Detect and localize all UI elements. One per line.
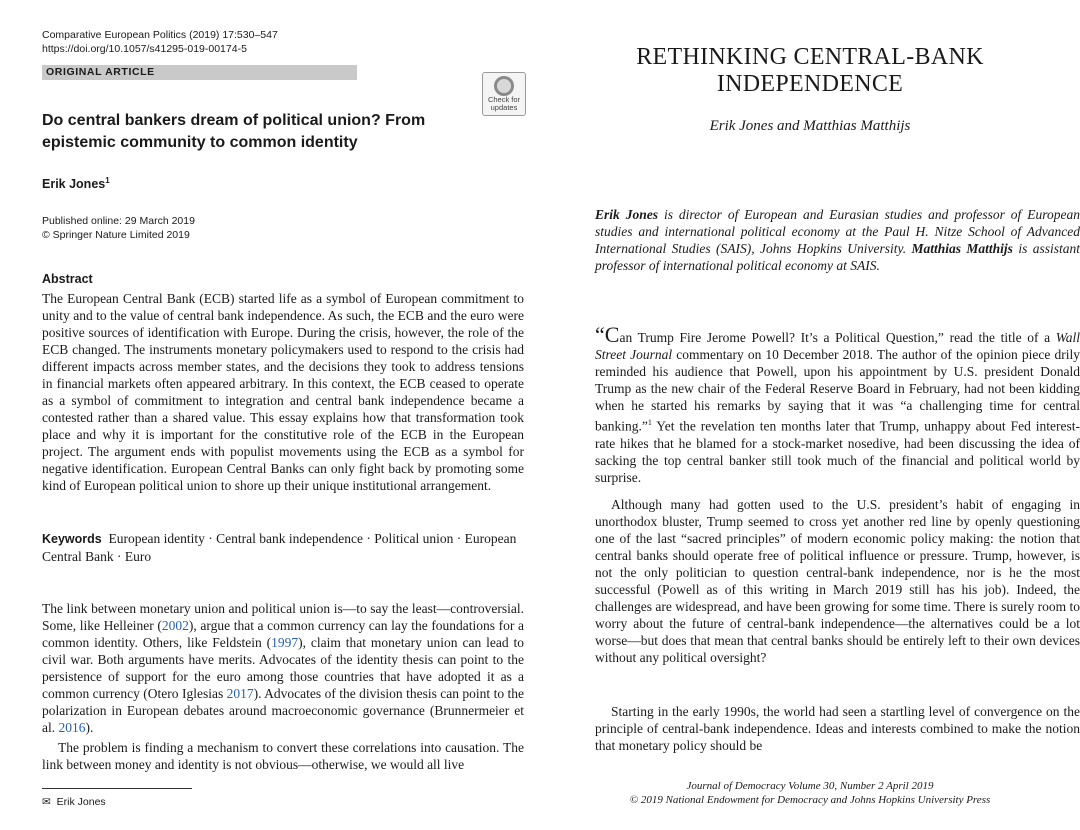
citation-link[interactable]: 2016	[58, 720, 86, 735]
footnote	[42, 796, 106, 808]
publication-name: Wall Street Journal	[595, 330, 1080, 362]
essay-title-line1: RETHINKING CENTRAL-BANK	[636, 44, 984, 70]
bio-name-1: Erik Jones	[595, 207, 658, 222]
essay-paragraph-3: Starting in the early 1990s, the world had seen a startling level of convergence on the principle of central-bank independence. Ideas and interests combined to make the notion that monetary policy should be	[595, 704, 1080, 753]
author-name	[42, 176, 110, 191]
article-type-band	[42, 65, 357, 80]
update-icon	[494, 76, 514, 96]
published-date: Published online: 29 March 2019	[42, 215, 195, 227]
corresponding-author: Erik Jones	[56, 796, 106, 808]
body-text: ).	[85, 720, 94, 735]
copyright-notice: © Springer Nature Limited 2019	[42, 229, 190, 241]
journal-citation: Comparative European Politics (2019) 17:530–547	[42, 29, 278, 41]
check-updates-line2: updates	[490, 103, 518, 112]
essay-text: an Trump Fire Jerome Powell? It’s a Political Question,” read the title of a	[619, 330, 1056, 345]
essay-text: Yet the revelation ten months later that Trump, unhappy about Fed interest-rate hikes that he blamed for a stock-market nosedive, had been discussing the idea of sacking the top central banker still took much of the financial and political world by surprise.	[595, 418, 1080, 485]
essay-title-line2: INDEPENDENCE	[716, 71, 904, 97]
keywords-label: Keywords	[42, 532, 102, 546]
body-text: ), claim that monetary union can lead to civil war. Both arguments have merits. Advocates of the identity thesis can point to the persistence of support for the euro among those countries that have adopted it as a common currency (Otero Iglesias	[42, 635, 524, 701]
citation-link[interactable]: 1997	[271, 635, 299, 650]
bio-text: is director of European and Eurasian studies and professor of European studies and international political economy at the Paul H. Nitze School of Advanced International Studies (SAIS), Johns Hopkins University.	[595, 207, 1080, 256]
essay-text: commentary on 10 December 2018. The author of the opinion piece drily reminded his audience that Powell, upon his appointment by U.S. president Donald Trump as the new chair of the Federal Reserve Board in February, had not been kidding when he started his remarks by saying that it was “a challenging time for central banking.”	[595, 347, 1080, 434]
body-paragraph-1	[42, 600, 524, 736]
author-affiliation-mark: 1	[105, 176, 110, 185]
envelope-icon[interactable]: ✉	[42, 796, 51, 808]
doi-link[interactable]: https://doi.org/10.1057/s41295-019-00174-5	[42, 43, 247, 55]
footnote-rule	[42, 788, 192, 789]
copyright-footer: © 2019 National Endowment for Democracy and Johns Hopkins University Press	[629, 794, 991, 806]
author-name-text: Erik Jones	[42, 177, 106, 192]
abstract-text: The European Central Bank (ECB) started life as a symbol of European commitment to unity and to the value of central bank independence. As such, the ECB and the euro were positive sources of identification with Europe. During the crisis, however, the role of the ECB changed. The instruments monetary policymakers used to respond to the crisis had different impacts across member states, and the decisions they took to address tensions in financial markets often appeared arbitrary. In this context, the ECB ceased to operate as a symbol of commitment to integration and central bank independence became a contested rather than a shared value. This essay explains how that transformation took place and why it is important for the constitutive role of the ECB in the European project. The argument ends with populist movements using the ECB as a symbol for negative identification. European Central Banks can only fight back by promoting some kind of European political union to shore up their unique institutional arrangement.	[42, 291, 524, 493]
essay-authors: Erik Jones and Matthias Matthijs	[709, 118, 911, 134]
essay-paragraph-1	[595, 322, 1080, 486]
body-paragraph-2: The problem is finding a mechanism to convert these correlations into causation. The link between money and identity is not obvious—otherwise, we would all live	[42, 740, 524, 772]
keywords	[42, 530, 524, 565]
journal-footer: Journal of Democracy Volume 30, Number 2 April 2019	[686, 780, 934, 792]
citation-link[interactable]: 2017	[226, 686, 254, 701]
citation-link[interactable]: 2002	[161, 618, 189, 633]
keywords-list: European identity · Central bank independence · Political union · European Central Bank · Euro	[42, 531, 517, 564]
essay-title	[540, 44, 1080, 98]
author-bio	[595, 206, 1080, 274]
drop-cap: “C	[595, 322, 620, 347]
check-for-updates-badge[interactable]	[482, 72, 526, 116]
body-text: The link between monetary union and political union is—to say the least—controversial. Some, like Helleiner (	[42, 601, 524, 633]
body-text: ). Advocates of the division thesis can point to the polarization in European debates around macroeconomic governance (Brunnermeier et al.	[42, 686, 524, 735]
bio-name-2: Matthias Matthijs	[911, 241, 1013, 256]
article-type-label: ORIGINAL ARTICLE	[46, 66, 155, 78]
article-title: Do central bankers dream of political union? From epistemic community to common identity	[42, 112, 426, 151]
bio-text: is assistant professor of international political economy at SAIS.	[595, 241, 1080, 273]
abstract-heading: Abstract	[42, 272, 93, 286]
essay-paragraph-2: Although many had gotten used to the U.S. president’s habit of engaging in unorthodox bluster, Trump seemed to cross yet another red line by openly questioning one of the last “sacred principles” of modern economic policy making: the notion that central banks should operate free of political influence or pressure. Trump, however, is not the only politician to question central-bank independence, nor is he the most successful (Powell as of this writing in March 2019 still has his job). Indeed, the challenges are widespread, and have been growing for some time. There is surely room to worry about the future of central-bank independence—the alternatives could be a lot worse—but does that mean that central banks should be entirely left to their own devices without any political oversight?	[595, 497, 1080, 665]
right-page	[540, 0, 1080, 830]
check-updates-line1: Check for	[487, 95, 521, 104]
body-text: ), argue that a common currency can lay the foundations for a common identity. Others, like Feldstein (	[42, 618, 524, 650]
endnote-marker[interactable]: 1	[647, 418, 652, 427]
